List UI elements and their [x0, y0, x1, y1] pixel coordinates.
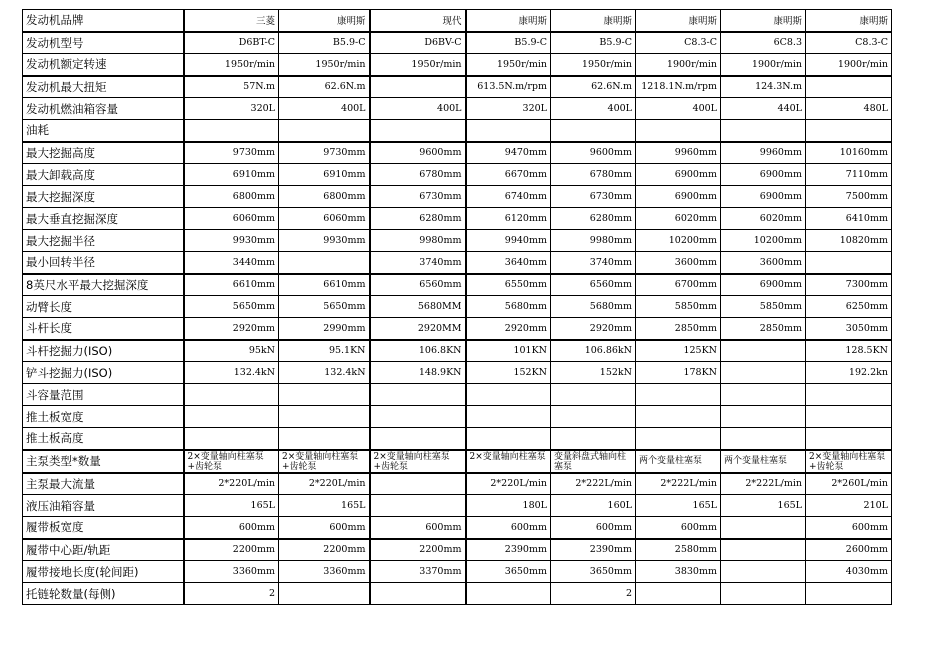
table-cell: 3650mm [466, 561, 551, 583]
table-cell: 613.5N.m/rpm [466, 76, 551, 98]
table-cell: 320L [466, 98, 551, 120]
table-cell: 6780mm [551, 164, 636, 186]
row-label: 动臂长度 [23, 296, 184, 318]
table-cell: 两个变量柱塞泵 [636, 450, 721, 473]
table-cell: 5650mm [184, 296, 279, 318]
row-label: 发动机燃油箱容量 [23, 98, 184, 120]
table-cell: 6900mm [721, 164, 806, 186]
table-cell: 160L [551, 495, 636, 517]
table-cell: 3740mm [370, 252, 466, 274]
table-row [23, 473, 892, 495]
table-cell: 2*220L/min [279, 473, 370, 495]
table-cell [279, 406, 370, 428]
table-cell: 2920mm [551, 318, 636, 340]
table-cell: 2200mm [184, 539, 279, 561]
table-cell: 2 [184, 583, 279, 605]
table-cell: 148.9KN [370, 362, 466, 384]
table-cell [184, 384, 279, 406]
table-cell: 1900r/min [806, 54, 892, 76]
table-cell [279, 428, 370, 450]
table-cell: 2920MM [370, 318, 466, 340]
table-cell: 152kN [551, 362, 636, 384]
table-cell [806, 583, 892, 605]
row-label: 最大垂直挖掘深度 [23, 208, 184, 230]
table-cell [551, 120, 636, 142]
table-cell: 3650mm [551, 561, 636, 583]
table-cell: D6BV-C [370, 32, 466, 54]
table-cell: 2*220L/min [184, 473, 279, 495]
row-label: 最小回转半径 [23, 252, 184, 274]
table-cell: 600mm [370, 517, 466, 539]
table-cell: 320L [184, 98, 279, 120]
table-cell: 101KN [466, 340, 551, 362]
table-cell [279, 384, 370, 406]
table-cell: 10820mm [806, 230, 892, 252]
table-row [23, 362, 892, 384]
table-row [23, 142, 892, 164]
table-row [23, 428, 892, 450]
table-row [23, 517, 892, 539]
table-cell: 9600mm [370, 142, 466, 164]
row-label: 最大卸载高度 [23, 164, 184, 186]
table-row [23, 120, 892, 142]
table-cell: 3740mm [551, 252, 636, 274]
table-cell: 400L [279, 98, 370, 120]
table-cell: 1218.1N.m/rpm [636, 76, 721, 98]
table-cell: 6610mm [279, 274, 370, 296]
table-cell: 6560mm [551, 274, 636, 296]
table-cell: 165L [721, 495, 806, 517]
table-cell: 1950r/min [184, 54, 279, 76]
table-cell: 400L [636, 98, 721, 120]
row-label: 履带中心距/轨距 [23, 539, 184, 561]
spec-table [22, 9, 892, 605]
row-label: 主泵最大流量 [23, 473, 184, 495]
spec-table-body [23, 10, 892, 605]
table-row [23, 98, 892, 120]
table-cell: 165L [184, 495, 279, 517]
table-cell: 210L [806, 495, 892, 517]
table-cell: 6910mm [279, 164, 370, 186]
table-cell: 106.86kN [551, 340, 636, 362]
table-cell: 3640mm [466, 252, 551, 274]
table-cell: 1950r/min [551, 54, 636, 76]
table-cell: 3440mm [184, 252, 279, 274]
table-cell: 128.5KN [806, 340, 892, 362]
table-cell: 192.2kn [806, 362, 892, 384]
table-cell: 1950r/min [370, 54, 466, 76]
table-cell: 9980mm [551, 230, 636, 252]
table-cell [466, 384, 551, 406]
row-label: 履带接地长度(轮间距) [23, 561, 184, 583]
table-cell: B5.9-C [466, 32, 551, 54]
table-row [23, 539, 892, 561]
table-cell: 2200mm [279, 539, 370, 561]
table-cell: 6280mm [370, 208, 466, 230]
table-cell: 6730mm [551, 186, 636, 208]
table-cell [551, 428, 636, 450]
table-cell [466, 428, 551, 450]
table-cell: 6610mm [184, 274, 279, 296]
table-row [23, 10, 892, 32]
table-cell: 6550mm [466, 274, 551, 296]
table-cell [721, 384, 806, 406]
table-cell [551, 406, 636, 428]
row-label: 推土板宽度 [23, 406, 184, 428]
table-cell: 9470mm [466, 142, 551, 164]
table-cell [466, 583, 551, 605]
table-cell: 6910mm [184, 164, 279, 186]
table-cell: 5650mm [279, 296, 370, 318]
table-row [23, 561, 892, 583]
table-cell: 2920mm [466, 318, 551, 340]
table-row [23, 450, 892, 473]
table-cell [370, 384, 466, 406]
table-row [23, 340, 892, 362]
table-cell: 康明斯 [806, 10, 892, 32]
row-label: 8英尺水平最大挖掘深度 [23, 274, 184, 296]
table-cell: 2×变量轴向柱塞泵+齿轮泵 [370, 450, 466, 473]
table-cell [370, 120, 466, 142]
table-cell: 10200mm [721, 230, 806, 252]
table-cell [370, 495, 466, 517]
table-cell: 6560mm [370, 274, 466, 296]
table-cell: 3600mm [721, 252, 806, 274]
table-cell: 7300mm [806, 274, 892, 296]
table-cell: 400L [551, 98, 636, 120]
table-cell [279, 583, 370, 605]
table-cell: 现代 [370, 10, 466, 32]
table-cell [636, 406, 721, 428]
table-cell: 165L [636, 495, 721, 517]
table-cell [806, 428, 892, 450]
table-cell: 2*260L/min [806, 473, 892, 495]
table-cell: 600mm [806, 517, 892, 539]
row-label: 推土板高度 [23, 428, 184, 450]
table-cell [721, 539, 806, 561]
table-cell: 180L [466, 495, 551, 517]
table-cell: 康明斯 [551, 10, 636, 32]
table-row [23, 208, 892, 230]
table-row [23, 495, 892, 517]
table-row [23, 274, 892, 296]
row-label: 发动机品牌 [23, 10, 184, 32]
table-cell [636, 428, 721, 450]
table-row [23, 230, 892, 252]
row-label: 发动机最大扭矩 [23, 76, 184, 98]
table-cell [806, 120, 892, 142]
row-label: 履带板宽度 [23, 517, 184, 539]
table-cell [184, 406, 279, 428]
table-cell: 9940mm [466, 230, 551, 252]
table-cell: 康明斯 [466, 10, 551, 32]
table-cell: 6020mm [721, 208, 806, 230]
table-cell: 106.8KN [370, 340, 466, 362]
table-cell: 6800mm [279, 186, 370, 208]
table-cell: 440L [721, 98, 806, 120]
table-cell: 178KN [636, 362, 721, 384]
table-cell: 2*222L/min [721, 473, 806, 495]
table-cell: 6C8.3 [721, 32, 806, 54]
table-cell: 9980mm [370, 230, 466, 252]
table-cell: 9930mm [279, 230, 370, 252]
table-cell: 9730mm [184, 142, 279, 164]
table-cell: 5680mm [551, 296, 636, 318]
table-cell: 6250mm [806, 296, 892, 318]
table-cell: 600mm [184, 517, 279, 539]
table-cell: 康明斯 [279, 10, 370, 32]
table-cell: 124.3N.m [721, 76, 806, 98]
table-cell: 3830mm [636, 561, 721, 583]
table-cell [636, 384, 721, 406]
table-cell: 2200mm [370, 539, 466, 561]
table-cell: 57N.m [184, 76, 279, 98]
table-cell [184, 428, 279, 450]
table-cell: 3050mm [806, 318, 892, 340]
table-cell: 两个变量柱塞泵 [721, 450, 806, 473]
table-cell: 600mm [636, 517, 721, 539]
table-cell: 132.4kN [184, 362, 279, 384]
table-row [23, 164, 892, 186]
table-row [23, 583, 892, 605]
table-cell: 6900mm [721, 274, 806, 296]
table-cell [806, 384, 892, 406]
table-cell: 9960mm [721, 142, 806, 164]
table-cell [721, 406, 806, 428]
table-cell: 2920mm [184, 318, 279, 340]
table-cell [721, 517, 806, 539]
row-label: 油耗 [23, 120, 184, 142]
table-cell: 9730mm [279, 142, 370, 164]
table-cell: 3370mm [370, 561, 466, 583]
table-cell: 10200mm [636, 230, 721, 252]
table-cell: 6730mm [370, 186, 466, 208]
table-cell [370, 76, 466, 98]
table-cell: C8.3-C [636, 32, 721, 54]
table-row [23, 384, 892, 406]
table-cell [370, 428, 466, 450]
table-cell: 5680mm [466, 296, 551, 318]
row-label: 液压油箱容量 [23, 495, 184, 517]
row-label: 斗杆挖掘力(ISO) [23, 340, 184, 362]
table-cell: 4030mm [806, 561, 892, 583]
table-cell: 3600mm [636, 252, 721, 274]
table-cell: 三菱 [184, 10, 279, 32]
table-cell: 6020mm [636, 208, 721, 230]
table-cell: 5850mm [636, 296, 721, 318]
table-cell [721, 583, 806, 605]
row-label: 斗容量范围 [23, 384, 184, 406]
table-cell: 2850mm [721, 318, 806, 340]
table-cell: 康明斯 [636, 10, 721, 32]
row-label: 托链轮数量(每侧) [23, 583, 184, 605]
table-cell [370, 473, 466, 495]
table-cell: 1900r/min [636, 54, 721, 76]
table-cell: 6120mm [466, 208, 551, 230]
row-label: 发动机型号 [23, 32, 184, 54]
table-cell [806, 76, 892, 98]
table-cell: 2×变量轴向柱塞泵+齿轮泵 [806, 450, 892, 473]
table-cell: 6060mm [279, 208, 370, 230]
table-cell: 1950r/min [466, 54, 551, 76]
table-cell: 5850mm [721, 296, 806, 318]
table-cell: 5680MM [370, 296, 466, 318]
table-cell [466, 406, 551, 428]
table-cell: 6780mm [370, 164, 466, 186]
table-cell: 3360mm [279, 561, 370, 583]
table-cell [721, 561, 806, 583]
table-cell [184, 120, 279, 142]
table-cell [370, 406, 466, 428]
table-cell [636, 583, 721, 605]
table-cell: 2580mm [636, 539, 721, 561]
table-row [23, 296, 892, 318]
table-cell: 10160mm [806, 142, 892, 164]
table-cell: 2850mm [636, 318, 721, 340]
table-cell: 400L [370, 98, 466, 120]
row-label: 发动机额定转速 [23, 54, 184, 76]
table-cell: 2390mm [551, 539, 636, 561]
table-cell: 变量斜盘式轴向柱塞泵 [551, 450, 636, 473]
table-cell: 600mm [466, 517, 551, 539]
table-row [23, 406, 892, 428]
table-cell: 95kN [184, 340, 279, 362]
table-cell: 6800mm [184, 186, 279, 208]
table-cell: 9600mm [551, 142, 636, 164]
table-cell: 600mm [551, 517, 636, 539]
row-label: 斗杆长度 [23, 318, 184, 340]
table-cell: 2×变量轴向柱塞泵 [466, 450, 551, 473]
table-cell: 6700mm [636, 274, 721, 296]
table-cell: 2390mm [466, 539, 551, 561]
table-row [23, 252, 892, 274]
table-cell [466, 120, 551, 142]
table-cell: 600mm [279, 517, 370, 539]
table-cell: 62.6N.m [279, 76, 370, 98]
table-row [23, 32, 892, 54]
table-cell: 6900mm [636, 186, 721, 208]
table-cell: 2*222L/min [636, 473, 721, 495]
table-cell: 2×变量轴向柱塞泵+齿轮泵 [279, 450, 370, 473]
table-cell [636, 120, 721, 142]
table-cell: 165L [279, 495, 370, 517]
table-cell: 7500mm [806, 186, 892, 208]
table-cell: 480L [806, 98, 892, 120]
table-cell [551, 384, 636, 406]
table-cell: 152KN [466, 362, 551, 384]
table-cell: 2990mm [279, 318, 370, 340]
table-cell: 2*222L/min [551, 473, 636, 495]
table-cell: 62.6N.m [551, 76, 636, 98]
table-cell: 6410mm [806, 208, 892, 230]
table-cell [721, 340, 806, 362]
table-cell: 6280mm [551, 208, 636, 230]
table-cell [806, 252, 892, 274]
table-cell: 125KN [636, 340, 721, 362]
row-label: 主泵类型*数量 [23, 450, 184, 473]
table-cell: 6060mm [184, 208, 279, 230]
row-label: 最大挖掘高度 [23, 142, 184, 164]
table-cell [721, 120, 806, 142]
table-cell: B5.9-C [551, 32, 636, 54]
table-cell: 132.4kN [279, 362, 370, 384]
table-cell: 6670mm [466, 164, 551, 186]
table-cell: 9960mm [636, 142, 721, 164]
table-cell [721, 362, 806, 384]
table-cell [806, 406, 892, 428]
table-cell: 2×变量轴向柱塞泵+齿轮泵 [184, 450, 279, 473]
table-cell: 2*220L/min [466, 473, 551, 495]
table-cell: 95.1KN [279, 340, 370, 362]
table-cell: 6740mm [466, 186, 551, 208]
table-cell: C8.3-C [806, 32, 892, 54]
table-cell: 7110mm [806, 164, 892, 186]
table-cell: 9930mm [184, 230, 279, 252]
table-cell: 6900mm [721, 186, 806, 208]
table-cell: B5.9-C [279, 32, 370, 54]
table-cell: 6900mm [636, 164, 721, 186]
row-label: 最大挖掘深度 [23, 186, 184, 208]
table-cell: 3360mm [184, 561, 279, 583]
table-row [23, 186, 892, 208]
table-row [23, 54, 892, 76]
table-cell [370, 583, 466, 605]
table-cell: D6BT-C [184, 32, 279, 54]
table-cell: 1950r/min [279, 54, 370, 76]
table-row [23, 76, 892, 98]
row-label: 铲斗挖掘力(ISO) [23, 362, 184, 384]
table-row [23, 318, 892, 340]
table-cell [279, 120, 370, 142]
table-cell: 2600mm [806, 539, 892, 561]
table-cell: 1900r/min [721, 54, 806, 76]
table-cell [721, 428, 806, 450]
table-cell [279, 252, 370, 274]
table-cell: 2 [551, 583, 636, 605]
table-cell: 康明斯 [721, 10, 806, 32]
row-label: 最大挖掘半径 [23, 230, 184, 252]
